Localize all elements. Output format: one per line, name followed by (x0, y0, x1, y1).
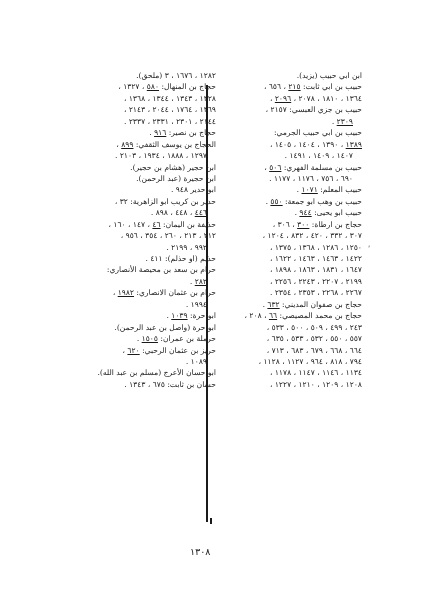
index-entry-line: ٢٤٣ ، ٤٩٩ ، ٥٠٩ ، ٥٠٠ ، ٥٣٣ ، (266, 322, 362, 332)
index-entry-line: ٢١٩٩ ، ٢٢٠٧ ، ٢٢٤٣ ، ٢٢٥٦ ، (269, 276, 362, 286)
index-entry-line: ١٤٢٢ ، ١٤٦٣ ، ١٤٦٣ ، ١٦٢٢ ، (269, 254, 362, 263)
underlined-reference: ٤٤٦ (194, 208, 207, 218)
index-entry-line: حبيب ابو يحيى: ٩٤٤ . (294, 208, 362, 218)
index-entry-line: ابو حدير ٩٤٨ . (170, 185, 216, 195)
underlined-reference: ٦٢٠ (127, 345, 140, 355)
index-entry-line: حبيب بن جزي العبسي: ٢١٥٧ ، (265, 105, 362, 115)
underlined-reference: ٩٤٤ (299, 208, 312, 218)
index-entry-line: ابو حسان الأعرج (مسلم بن عبد الله). (97, 368, 216, 378)
index-entry-line: حذيفة بن اليمان: ٤٦ ، ١٤٧ ، ١٦٠ ، (108, 219, 216, 229)
underlined-reference: ٦٣٢ (267, 299, 280, 309)
index-entry-line: ١٣٦٩ ، ١٧٦٤ ، ٢٠٤٤ ، ٢١٤٣ ، (123, 105, 216, 115)
index-entry-line: ٩٩٢ ، ٢١٩٩ . (166, 242, 207, 252)
index-entry-line: ٢١٢ ، ٢١٣ ، ٢٦٠ ، ٣٥٤ ، ٩٥٦ ، (120, 231, 216, 241)
index-entry-line: ٢٨٢ . (189, 276, 207, 286)
index-entry-line: ١٠٨٩ . (185, 356, 207, 366)
index-entry-line: ٧٩٤ ، ٨١٨ ، ٩٦٤ ، ١١٢٧ ، ١١٢٨ ، (258, 356, 362, 366)
underlined-reference: ٢٠٩٦ (274, 93, 292, 103)
index-entry-line: حبيب بن وهب ابو جمعة: ٥٥٠ . (265, 196, 362, 206)
index-entry-line: ٥٥٧ ، ٥٥٠ ، ٥٣٢ ، ٥٣٣ ، ٦٣٥ ، (266, 334, 362, 344)
underlined-reference: ١٠٧١ (301, 185, 318, 195)
index-entry-line: ١٣٢٨ ، ١٣٤٣ ، ١٣٤٤ ، ١٣٦٨ ، (123, 93, 216, 103)
index-entry-line: ١٢٥٠ ، ١٢٨٦ ، ١٣٦٨ ، ١٣٧٥ ، (269, 242, 362, 252)
index-entry-line: حجاج بن المنهال: ٥٨٠ ، ١٣٢٧ ، (118, 82, 216, 92)
index-entry-line: حبيب بن مسلمة الفهري: ٥٠٦ ، (264, 162, 362, 172)
index-column-left (68, 70, 216, 390)
index-entry-line: حجاج بن نصير: ٩١٦ . (149, 128, 216, 138)
index-entry-line: ابو حرة (واصل بن عبد الرحمن). (114, 322, 216, 332)
underlined-reference: ٤٦ (152, 219, 161, 229)
index-entry-line: ٢١٤٤ ، ٢٣٠١ ، ٢٣٣١ ، ٢٣٣٧ . (124, 116, 216, 126)
index-entry-line: حجاج بن ارطاة: ٣٠٠ ، ٣٠٦ ، (272, 219, 362, 229)
index-entry-line: ٣٠٧ ، ٣٣٢ ، ٤٢٠ ، ٨٣٢ ، ١٢٠٤ ، (262, 231, 362, 241)
index-entry-line: ٤٤٦ ، ٤٤٨ ، ٨٩٨ . (150, 208, 207, 218)
underlined-reference: ٥٠٦ (269, 162, 282, 172)
underlined-reference: ٢٣٠٩ (336, 116, 353, 126)
underlined-reference: ٦٦ (268, 311, 278, 321)
underlined-reference: ١٠٣٩ (171, 311, 188, 321)
index-entry-line: ٢٢٦٧ ، ٢٢٦٨ ، ٢٣٥٣ ، ٢٣٥٤ . (270, 288, 362, 298)
underlined-reference: ٢٨٢ (194, 276, 207, 286)
underlined-reference: ٨٩٩ (121, 139, 134, 149)
underlined-reference: ٩١٦ (154, 128, 167, 138)
index-column-right (210, 70, 362, 390)
underlined-reference: ٢١٥ (288, 82, 301, 92)
underlined-reference: ٥٨٠ (146, 82, 160, 92)
page-number: ١٣٠٨ (190, 547, 211, 558)
index-entry-line: حرملة بن عمران: ١٥٠٥ . (136, 334, 216, 344)
index-entry-line: ١٩٩٤ . (185, 299, 207, 309)
underlined-reference: ٥٥٠ (270, 196, 283, 206)
index-entry-line: حجاج بن محمد المصيصي: ٦٦ ، ٢٠٨ ، (244, 311, 362, 321)
underlined-reference: ٣٠٠ (297, 219, 310, 229)
index-entry-line: ١٤٠٧ ، ١٤٠٩ ، ١٤٩١ . (284, 151, 353, 161)
index-entry-line: حبيب بن ابي ثابت: ٢١٥ ، ٦٥٦ ، (263, 82, 362, 92)
index-entry-line: حسان بن ثابت: ٦٧٥ ، ١٣٤٣ . (124, 379, 216, 389)
index-entry-line: حرام بن سعد بن محيصة الأنصاري: (106, 265, 216, 275)
column-divider-tail (210, 518, 212, 524)
index-entry-line: ابو حرة: ١٠٣٩ . (166, 311, 216, 321)
index-entry-line: ١٦٤٧ ، ١٨٣١ ، ١٨٦٣ ، ١٨٩٨ ، (269, 265, 362, 275)
index-entry-line: ١٢٩٧ ، ١٨٨٨ ، ١٩٣٤ ، ٢١٠٣ . (115, 151, 207, 161)
underlined-reference: ١٥٠٥ (141, 334, 158, 344)
index-entry-line: ١٢٠٨ ، ١٢٠٩ ، ١٢١٠ ، ١٢٢٧ ، (269, 379, 362, 389)
index-entry-line: ١٣٦٤ ، ١٨١٠ ، ٢٠٧٨ ، ٢٠٩٦ ، (269, 93, 362, 103)
underlined-reference: ١٣٨٩ (345, 139, 362, 149)
index-entry-line: ١٣٨٩ ، ١٣٩٠ ، ١٤٠٤ ، ١٤٠٥ ، (269, 139, 362, 149)
index-entry-line: ١٢٨٢ ، ١٦٧٦ ، ٣ (ملحق). (136, 71, 216, 80)
index-entry-line: ابن حجير (هشام بن حجير). (130, 162, 216, 172)
index-entry-line: حذيم (او حذلم): ٤١١ . (145, 254, 216, 263)
index-entry-line: حبيب المعلم: ١٠٧١ . (296, 185, 362, 195)
index-entry-line: ١١٣٤ ، ١١٤٦ ، ١١٤٧ ، ١١٧٨ ، (269, 368, 362, 378)
index-entry-line: ابن حجيرة (عبد الرحمن). (136, 173, 216, 183)
index-entry-line: ٦٩٠ ، ٧٥٦ ، ١١٧٦ ، ١١٧٧ . (269, 173, 353, 183)
index-entry-line: حريز بن عثمان الرحبي: ٦٢٠ ، (122, 345, 216, 355)
index-entry-line: الحجاج بن يوسف الثقفي: ٨٩٩ ، (116, 139, 216, 149)
margin-tick-mark: ʹ (368, 245, 371, 254)
underlined-reference: ١٩٨٢ (117, 288, 135, 298)
index-entry-line: حدير بن كريب ابو الزاهرية: ٣٢ ، (114, 196, 216, 206)
index-entry-line: حرام بن عثمان الانصاري: ١٩٨٢ ، (112, 288, 216, 298)
index-entry-line: ٦٦٤ ، ٦٦٨ ، ٦٧٩ ، ٦٨٣ ، ٧١٣ ، (266, 345, 362, 355)
index-entry-line: ابن ابي حبيب (يزيد). (296, 71, 362, 80)
index-entry-line: حجاج بن صفوان المديني: ٦٣٢ . (262, 299, 362, 309)
index-entry-line: حبيب بن ابي حبيب الجرمي: (273, 128, 362, 138)
index-entry-line: ٢٣٠٩ . (331, 116, 353, 126)
